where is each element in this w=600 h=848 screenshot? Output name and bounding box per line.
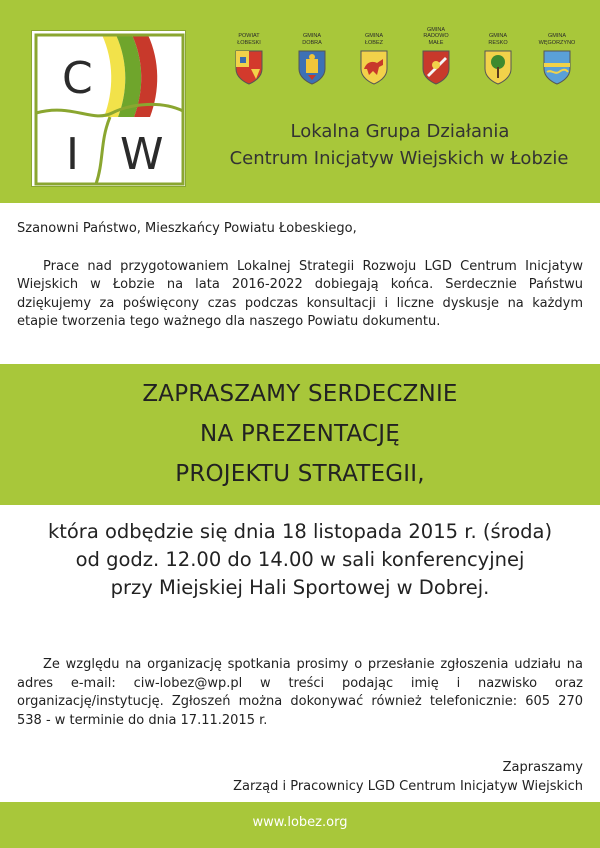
- gmina-resko-crest-icon: [483, 49, 513, 85]
- closing-line1: Zapraszamy: [502, 760, 583, 775]
- website-link[interactable]: www.lobez.org: [252, 815, 348, 830]
- gmina-radowo-male-crest-icon: [421, 49, 451, 85]
- crest-label: GMINA ŁOBEZ: [364, 33, 384, 46]
- invitation-line2: NA PREZENTACJĘ: [200, 421, 400, 447]
- crest-powiat-lobeski: [227, 26, 271, 85]
- logo-letter-c: C: [62, 53, 93, 104]
- closing-signature: [233, 758, 583, 796]
- invitation-banner: [0, 364, 600, 505]
- registration-notice: [17, 656, 583, 730]
- org-name-line1: Lokalna Grupa Działania: [290, 121, 510, 142]
- details-line2: od godz. 12.00 do 14.00 w sali konferencyjnej: [75, 548, 525, 571]
- gmina-dobra-crest-icon: [297, 49, 327, 85]
- footer-bar: [0, 802, 600, 848]
- gmina-wegorzyno-crest-icon: [542, 49, 572, 85]
- org-name-line2: Centrum Inicjatyw Wiejskich w Łobzie: [229, 148, 569, 169]
- invitation-line3: PROJEKTU STRATEGII,: [175, 461, 425, 487]
- details-line3: przy Miejskiej Hali Sportowej w Dobrej.: [110, 576, 490, 599]
- ciw-logo-graphic: [32, 31, 186, 187]
- crest-label: POWIAT ŁOBESKI: [237, 33, 261, 46]
- crest-gmina-radowo-male: [414, 26, 458, 85]
- invitation-line1: ZAPRASZAMY SERDECZNIE: [142, 381, 458, 407]
- crest-gmina-wegorzyno: [535, 26, 579, 85]
- gmina-lobez-crest-icon: [359, 49, 389, 85]
- intro-section: [17, 220, 583, 332]
- crest-gmina-lobez: [352, 26, 396, 85]
- crest-label: GMINA RESKO: [488, 33, 508, 46]
- details-line1: która odbędzie się dnia 18 listopada 2015 r. (środa): [47, 520, 553, 543]
- greeting: Szanowni Państwo, Mieszkańcy Powiatu Łobeskiego,: [17, 221, 357, 236]
- event-details: [0, 518, 600, 602]
- crest-gmina-resko: [476, 26, 520, 85]
- header-banner: [0, 0, 600, 203]
- closing-line2: Zarząd i Pracownicy LGD Centrum Inicjatyw Wiejskich: [233, 779, 583, 794]
- crest-gmina-dobra: [290, 26, 334, 85]
- logo-letter-i: I: [66, 129, 79, 180]
- powiat-lobeski-crest-icon: [234, 49, 264, 85]
- crest-label: GMINA RADOWO MAŁE: [423, 27, 449, 46]
- logo-letter-w: W: [120, 129, 164, 180]
- notice-text: Ze względu na organizację spotkania prosimy o przesłanie zgłoszenia udziału na adres e-mail: ciw-lobez@wp.pl w treści podając imię i nazwisko oraz organizację/instytucję. Zgłoszeń można dokonywać również telefonicznie: 605 270 538 - w terminie do dnia 17.11.2015 r.: [17, 657, 583, 728]
- intro-body: Prace nad przygotowaniem Lokalnej Strategii Rozwoju LGD Centrum Inicjatyw Wiejskich w Łobzie na lata 2016-2022 dobiegają końca. Serdecznie Państwu dziękujemy za poświęcony czas podczas konsultacji i liczne dyskusje na każdym etapie tworzenia tego ważnego dla naszego Powiatu dokumentu.: [17, 258, 583, 329]
- crest-label: GMINA DOBRA: [302, 33, 322, 46]
- ciw-logo: [31, 30, 186, 187]
- crest-label: GMINA WĘGORZYNO: [538, 33, 576, 46]
